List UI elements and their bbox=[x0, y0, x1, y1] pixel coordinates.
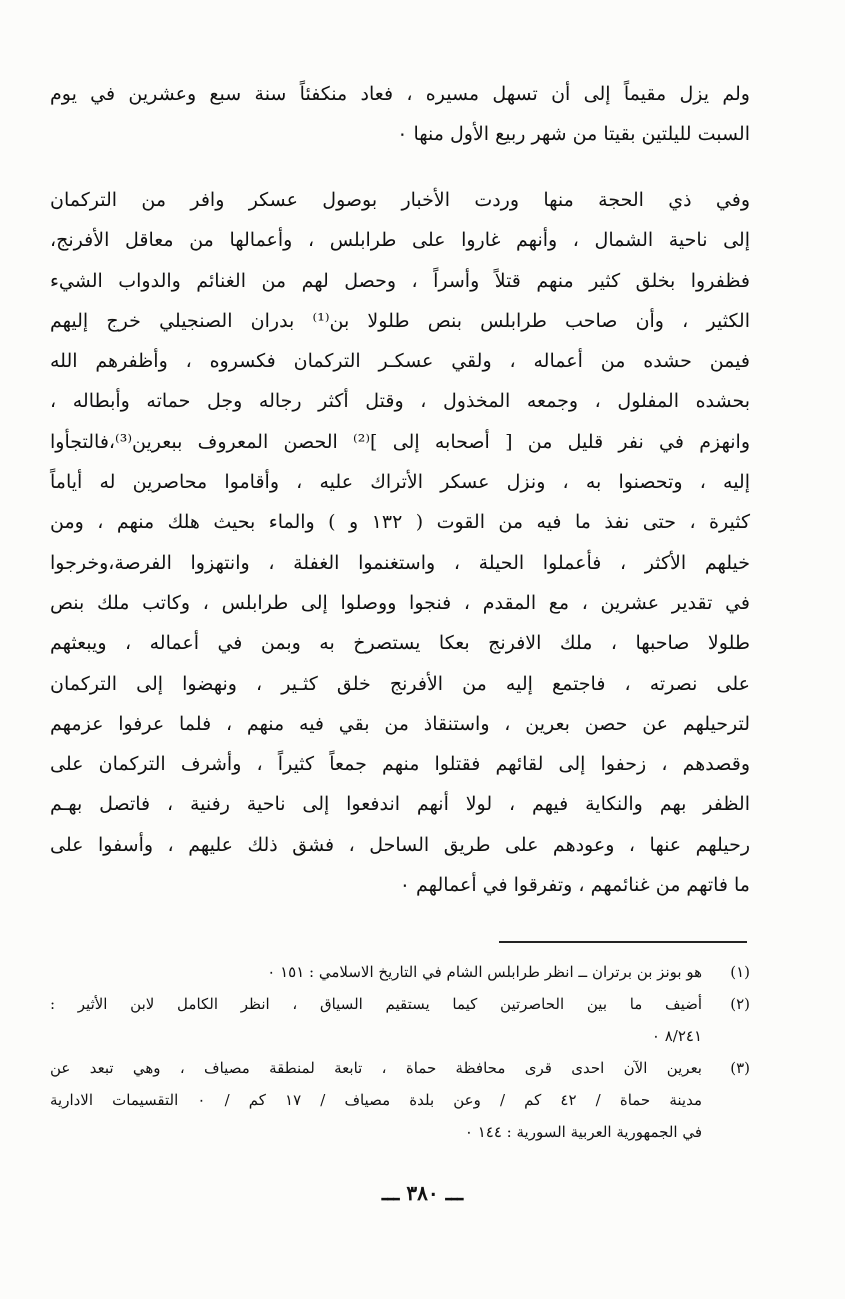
text-line: فظفروا بخلق كثير منهم قتلاً وأسراً ، وحصل لهم من الغنائم والدواب الشيء bbox=[50, 269, 750, 292]
text-line: وفي ذي الحجة منها وردت الأخبار بوصول عسكر وافر من التركمان bbox=[50, 189, 750, 211]
text-line: بحشده المفلول ، وجمعه المخذول ، وقتل أكثر رجاله وجل حماته وأبطاله ، bbox=[50, 390, 750, 413]
footnote-line: مدينة حماة / ٤٢ كم / وعن بلدة مصياف / ١٧ كم / ٠ التقسيمات الادارية bbox=[50, 1091, 702, 1109]
body-paragraph bbox=[50, 74, 750, 155]
text-line: على نصرته ، فاجتمع إليه من الأفرنج خلق كثـير ، ونهضوا إلى التركمان bbox=[50, 672, 750, 695]
text-line: وانهزم في نفر قليل من [ أصحابه إلى ]⁽²⁾ الحصن المعروف ببعرين⁽³⁾،فالتجأوا bbox=[50, 430, 750, 453]
footnote-2 bbox=[50, 988, 750, 1052]
text-line: طلولا صاحبها ، ملك الافرنج بعكا يستصرخ به وبمن في أعماله ، ويبعثهم bbox=[50, 632, 750, 655]
text-line: كثيرة ، حتى نفذ ما فيه من القوت ( ١٣٢ و ) والماء بحيث هلك منهم ، ومن bbox=[50, 511, 750, 534]
footnote-3 bbox=[50, 1052, 750, 1148]
text-line: ما فاتهم من غنائمهم ، وتفرقوا في أعمالهم ٠ bbox=[399, 874, 750, 897]
footnote-line: في الجمهورية العربية السورية : ١٤٤ ٠ bbox=[464, 1123, 702, 1141]
text-line: ولم يزل مقيماً إلى أن تسهل مسيره ، فعاد منكفئاً سنة سبع وعشرين في يوم bbox=[50, 83, 750, 105]
text-line: في تقدير عشرين ، مع المقدم ، فنجوا ووصلوا إلى طرابلس ، وكاتب ملك بنص bbox=[50, 591, 750, 614]
footnote-number: (١) bbox=[730, 963, 750, 981]
footnote-1 bbox=[50, 956, 750, 988]
text-line: الكثير ، وأن صاحب طرابلس بنص طلولا بن⁽¹⁾ بدران الصنجيلي خرج إليهم bbox=[50, 309, 750, 332]
footnote-line: أضيف ما بين الحاصرتين كيما يستقيم السياق ، انظر الكامل لابن الأثير : bbox=[50, 995, 702, 1013]
footnote-line: ٨/٢٤١ ٠ bbox=[651, 1027, 702, 1045]
footnote-number: (٣) bbox=[730, 1059, 750, 1077]
text-line: الظفر بهم والنكاية فيهم ، لولا أنهم اندفعوا إلى ناحية رفنية ، فاتصل بهـم bbox=[50, 793, 750, 816]
footnote-divider bbox=[499, 941, 747, 943]
text-line: وقصدهم ، زحفوا إلى لقائهم فقتلوا منهم جمعاً كثيراً ، وأشرف التركمان على bbox=[50, 753, 750, 776]
footnote-line: بعرين الآن احدى قرى محافظة حماة ، تابعة لمنطقة مصياف ، وهي تبعد عن bbox=[50, 1059, 702, 1077]
footnotes bbox=[50, 956, 750, 1148]
body-paragraph bbox=[50, 180, 750, 905]
text-line: إليه ، وتحصنوا به ، ونزل عسكر الأتراك عليه ، وأقاموا محاصرين له أياماً bbox=[50, 471, 750, 494]
text-line: إلى ناحية الشمال ، وأنهم غاروا على طرابلس ، وأعمالها من معاقل الأفرنج، bbox=[50, 229, 750, 252]
footnote-number: (٢) bbox=[730, 995, 750, 1013]
footnote-line: هو بونز بن برتران ــ انظر طرابلس الشام في التاريخ الاسلامي : ١٥١ ٠ bbox=[267, 963, 702, 981]
text-line: السبت لليلتين بقيتا من شهر ربيع الأول منها ٠ bbox=[397, 123, 750, 146]
text-line: فيمن حشده من أعماله ، ولقي عسكـر التركمان فكسروه ، وأظفرهم الله bbox=[50, 350, 750, 373]
page-number: ـــ ٣٨٠ ـــ bbox=[381, 1181, 464, 1205]
text-line: لترحيلهم عن حصن بعرين ، واستنقاذ من بقي فيه منهم ، فلما عرفوا عزمهم bbox=[50, 712, 750, 735]
text-line: رحيلهم عنها ، وعودهم على طريق الساحل ، فشق ذلك عليهم ، وأسفوا على bbox=[50, 833, 750, 856]
text-line: خيلهم الأكثر ، فأعملوا الحيلة ، واستغنموا الغفلة ، وانتهزوا الفرصة،وخرجوا bbox=[50, 551, 750, 574]
